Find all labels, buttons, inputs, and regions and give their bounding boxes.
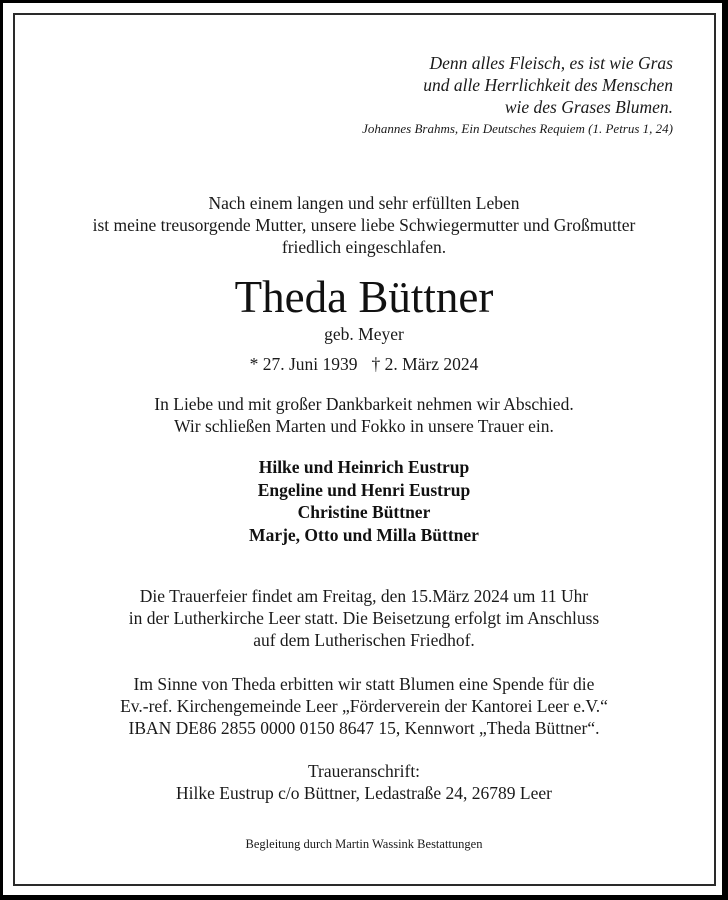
ceremony-line: Die Trauerfeier findet am Freitag, den 15.März 2024 um 11 Uhr <box>139 586 589 606</box>
quote-line: und alle Herrlichkeit des Menschen <box>423 75 673 95</box>
donation-line: Im Sinne von Theda erbitten wir statt Blumen eine Spende für die <box>133 674 595 694</box>
intro-line: ist meine treusorgende Mutter, unsere liebe Schwiegermutter und Großmutter <box>92 215 636 235</box>
donation-line: IBAN DE86 2855 0000 0150 8647 15, Kennwort „Theda Büttner“. <box>128 718 600 738</box>
donation-line: Ev.-ref. Kirchengemeinde Leer „Förderverein der Kantorei Leer e.V.“ <box>120 696 608 716</box>
intro-line: Nach einem langen und sehr erfüllten Leben <box>208 193 520 213</box>
life-dates <box>16 353 712 375</box>
farewell-line: Wir schließen Marten und Fokko in unsere Trauer ein. <box>174 416 554 436</box>
maiden-name: geb. Meyer <box>324 324 404 344</box>
mourner-name: Marje, Otto und Milla Büttner <box>249 525 479 545</box>
quote-line: Denn alles Fleisch, es ist wie Gras <box>429 53 673 73</box>
undertaker-credit: Begleitung durch Martin Wassink Bestattungen <box>245 837 483 851</box>
quote-citation: Johannes Brahms, Ein Deutsches Requiem (1. Petrus 1, 24) <box>362 121 673 136</box>
farewell-line: In Liebe und mit großer Dankbarkeit nehmen wir Abschied. <box>154 394 574 414</box>
address-value: Hilke Eustrup c/o Büttner, Ledastraße 24, 26789 Leer <box>176 783 552 803</box>
mourner-name: Engeline und Henri Eustrup <box>257 480 471 500</box>
ceremony-line: auf dem Lutherischen Friedhof. <box>253 630 475 650</box>
death-date: † 2. März 2024 <box>371 354 479 374</box>
mourner-name: Christine Büttner <box>297 502 431 522</box>
intro-line: friedlich eingeschlafen. <box>281 237 447 257</box>
inner-border <box>13 13 716 886</box>
address-label: Traueranschrift: <box>307 761 421 781</box>
deceased-name: Theda Büttner <box>234 272 494 322</box>
quote-line: wie des Grases Blumen. <box>504 97 673 117</box>
ceremony-line: in der Lutherkirche Leer statt. Die Beisetzung erfolgt im Anschluss <box>128 608 600 628</box>
mourner-name: Hilke und Heinrich Eustrup <box>258 457 470 477</box>
birth-date: * 27. Juni 1939 <box>249 354 358 374</box>
